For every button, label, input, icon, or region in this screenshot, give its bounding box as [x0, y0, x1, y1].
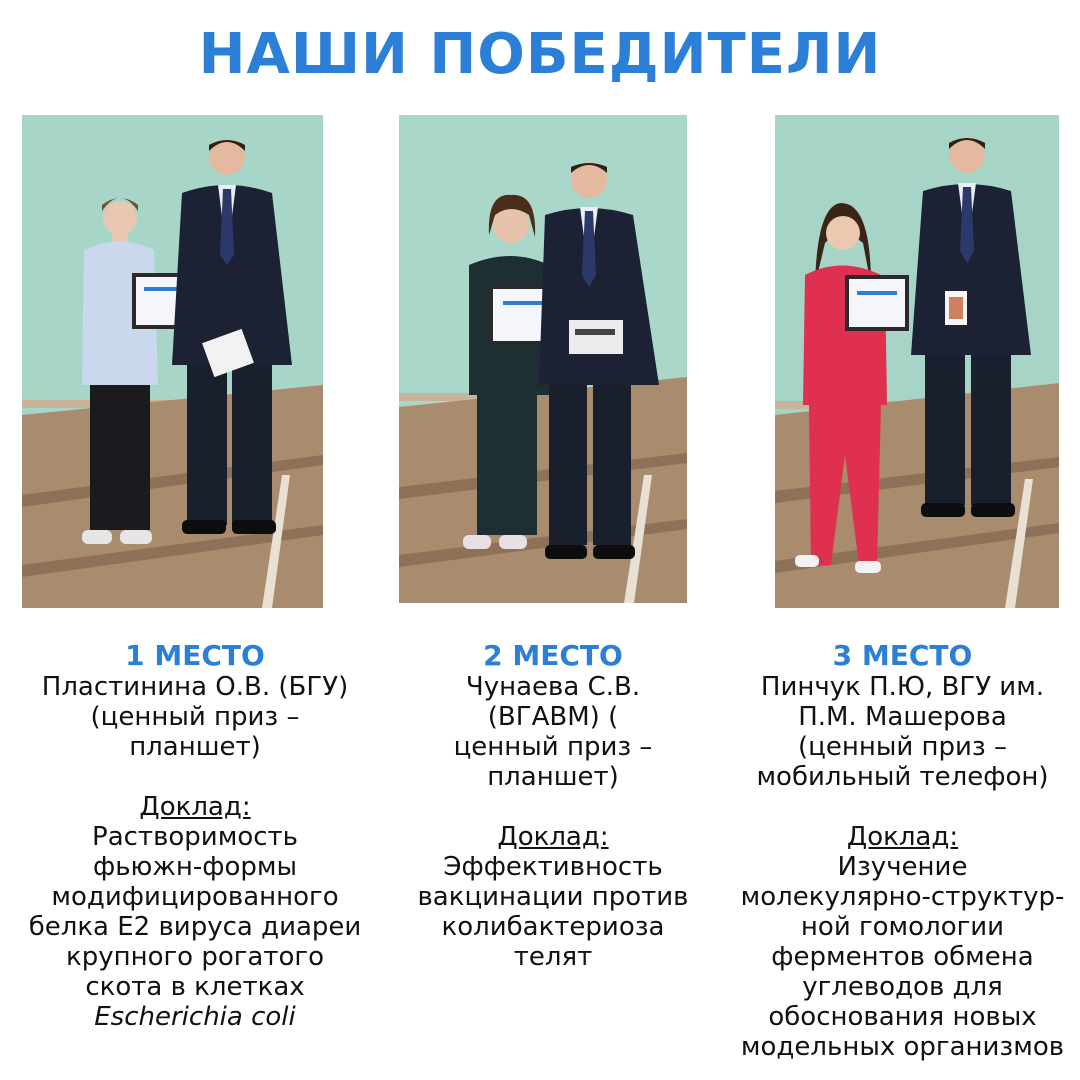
winner-column-1: [10, 640, 380, 1032]
report-title-1-italic: Escherichia coli: [94, 1002, 296, 1032]
photo-2-illustration: [399, 115, 687, 603]
report-title-1: Растворимость фьюжн-формы модифицированного белка Е2 вируса диареи крупного рогатого скота в клетках: [28, 822, 362, 1002]
photo-1-illustration: [22, 115, 323, 608]
report-title-3: Изучение молекулярно-структур- ной гомологии ферментов обмена углеводов для обоснования новых модельных организмов: [740, 852, 1065, 1062]
photo-3-illustration: [775, 115, 1059, 608]
winner-column-3: [730, 640, 1075, 1062]
winner-photo-2: [399, 115, 687, 603]
winner-column-2: [393, 640, 713, 972]
winner-name-2: Чунаева С.В. (ВГАВМ) ( ценный приз – планшет): [453, 672, 653, 792]
winner-name-1: Пластинина О.В. (БГУ) (ценный приз – планшет): [41, 672, 349, 762]
winner-name-3: Пинчук П.Ю, ВГУ им. П.М. Машерова (ценный приз – мобильный телефон): [756, 672, 1049, 792]
place-label-1: 1 МЕСТО: [125, 639, 265, 672]
winner-photo-3: [775, 115, 1059, 608]
report-title-2: Эффективность вакцинации против колибактериоза телят: [417, 852, 689, 972]
page-title: НАШИ ПОБЕДИТЕЛИ: [198, 22, 882, 87]
report-label-3: Доклад:: [846, 822, 959, 852]
report-label-2: Доклад:: [497, 822, 609, 852]
report-label-1: Доклад:: [139, 792, 251, 822]
place-label-3: 3 МЕСТО: [832, 639, 973, 672]
place-label-2: 2 МЕСТО: [483, 639, 623, 672]
winner-photo-1: [22, 115, 323, 608]
